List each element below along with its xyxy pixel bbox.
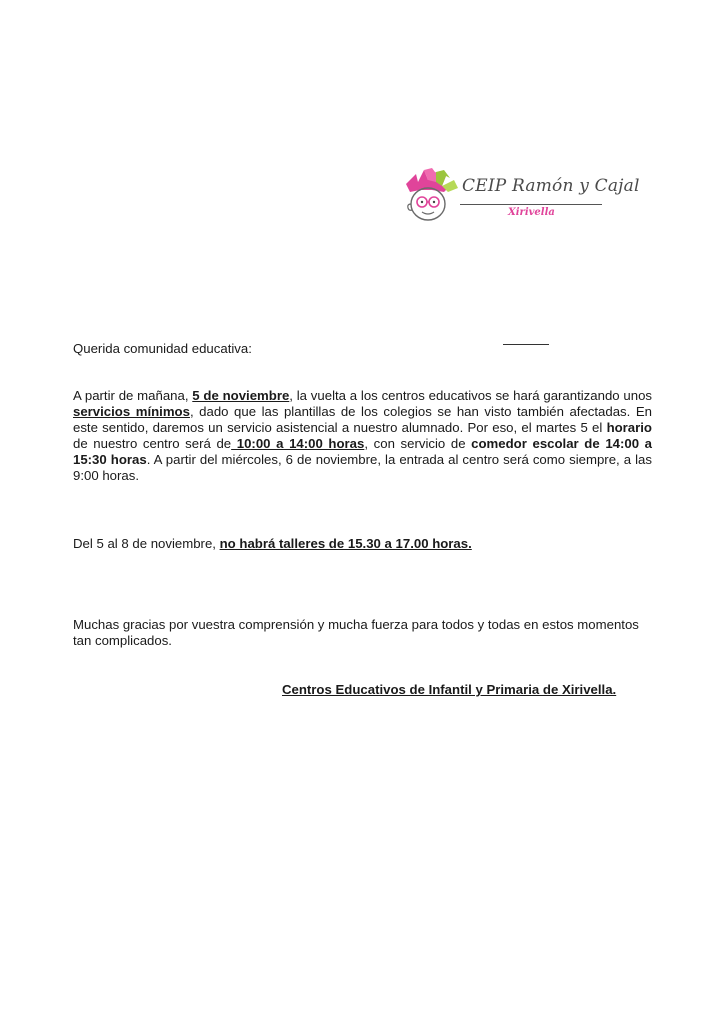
town-name: Xirivella	[508, 207, 555, 218]
text-run: de nuestro centro será de	[73, 436, 232, 451]
dining-highlight: comedor escolar de 14:00 a 15:30 horas	[73, 436, 653, 467]
school-name: CEIP Ramón y Cajal	[462, 176, 640, 196]
text-run: A partir de mañana,	[73, 388, 193, 403]
logo-underline	[460, 204, 602, 205]
date-highlight: 5 de noviembre	[192, 388, 290, 403]
workshops-highlight: no habrá talleres de 15.30 a 17.00 horas.	[219, 536, 472, 551]
text-run: , la vuelta a los centros educativos se hará garantizando unos	[289, 388, 652, 403]
text-run: . A partir del miércoles, 6 de noviembre, la entrada al centro será como siempre, a las 9:00 horas.	[73, 452, 652, 483]
text-run: , dado que las plantillas de los colegios se han visto también afectadas. En este sentido, daremos un servicio asistencial a nuestro alumnado. Por eso, el martes 5 el	[73, 404, 652, 435]
school-logo	[402, 164, 640, 226]
hours-highlight: 10:00 a 14:00 horas	[231, 436, 365, 451]
child-face-with-colorful-hair-icon	[402, 168, 460, 224]
text-run: Del 5 al 8 de noviembre,	[73, 536, 220, 551]
services-highlight: servicios mínimos	[73, 404, 190, 419]
signature: Centros Educativos de Infantil y Primaria de Xirivella.	[282, 682, 617, 697]
paragraph-thanks: Muchas gracias por vuestra comprensión y mucha fuerza para todos y todas en estos momentos tan complicados.	[73, 617, 639, 648]
text-run: , con servicio de	[364, 436, 472, 451]
paragraph-workshops	[73, 536, 652, 552]
paragraph-announcement	[73, 388, 652, 484]
schedule-label: horario	[606, 420, 652, 435]
greeting: Querida comunidad educativa:	[73, 341, 252, 356]
